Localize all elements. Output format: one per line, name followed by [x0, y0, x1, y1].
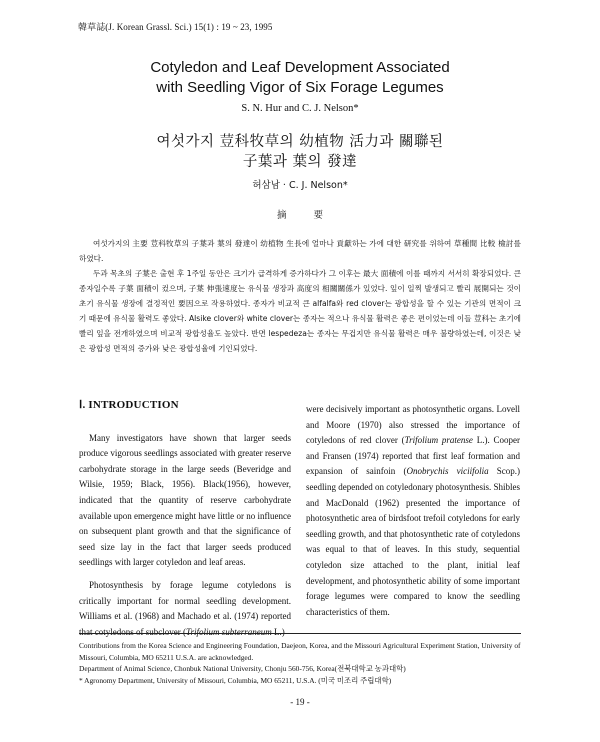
intro-paragraph-continued [306, 402, 520, 620]
intro-paragraph-1: Many investigators have shown that larger seeds produce vigorous seedlings associated with greater reserve carbohydrate storage in the large seeds (Beveridge and Wilsie, 1959; Black, 1956). Black(1956), however, indicated that the quantity of reserve carbohydrate available upon emergence might have little or no influence on subsequent plant growth and that the significance of seed size lay in the fact that larger seeds produced seedlings with larger cotyledon and leaf areas. [79, 432, 291, 568]
english-title-line-2: with Seedling Vigor of Six Forage Legumes [156, 79, 444, 96]
footnotes [79, 640, 521, 686]
abstract-paragraph: 두과 목초의 子葉은 출현 후 1주일 동안은 크기가 급격하게 증가하다가 그 이후는 最大 面積에 이를 때까지 서서히 확장되었다. 큰 종자일수록 子葉 面積이 컸으며, 子葉 伸張速度는 유식물 생장과 高度의 相關關係가 있었다. 잎이 일찍 발생되고 빨리 展開되는 것이 초기 유식물 생장에 결정적인 要因으로 작용하였다. 종자가 비교적 큰 alfalfa와 red clover는 광합성을 할 수 있는 기관의 면적이 크기 때문에 유식물 활력도 좋았다. Alsike clover와 white clover는 종자는 적으나 유식물 활력은 좋은 편이었는데 이들 荳科는 초기에 빨리 잎을 전개하였으며 비교적 광합성율도 높았다. 반면 lespedeza는 종자는 무겁지만 유식물 활력은 매우 불량하였는데, 이것은 낮은 광합성 면적의 증가와 낮은 광합성율에 기인되었다. [79, 269, 522, 353]
section-heading-introduction: Ⅰ. INTRODUCTION [79, 399, 179, 411]
species-name-sainfoin: Onobrychis viciifolia [406, 466, 489, 477]
abstract-paragraph: 여섯가지의 主要 荳科牧草의 子葉과 葉의 發達이 幼植物 生長에 얼마나 貢獻하는 가에 대한 研究를 위하여 草種間 比較 檢討를 하였다. [79, 239, 521, 263]
species-name-subclover: Trifolium subterraneum [185, 626, 272, 637]
footnote-affiliation-1: Department of Animal Science, Chonbuk National University, Chonju 560-756, Korea(전북대학교 농과대학) [79, 664, 406, 673]
intro-paragraph-2 [79, 578, 291, 640]
continued-text-1: were decisively important as photosynthetic organs. Lovell and Moore (1970) also stressed the importance of cotyledons of red clover ( [306, 404, 520, 446]
korean-title [0, 132, 600, 172]
page-number: - 19 - [290, 697, 310, 707]
intro-paragraph-2-text: Photosynthesis by forage legume cotyledons is critically important for normal seedling development. Williams et al. (1968) and Machado et al. (1974) reported that cotyledons of subclover ( [79, 579, 291, 637]
korean-title-line-1: 여섯가지 荳科牧草의 幼植物 活力과 關聯된 [156, 134, 444, 150]
footnote-acknowledgement: Contributions from the Korea Science and Engineering Foundation, Daejeon, Korea, and the Missouri Agricultural Experiment Station, University of Missouri, Columbia, MO 65211 U.S.A. are acknowledged. [79, 641, 521, 662]
journal-reference: 韓草誌(J. Korean Grassl. Sci.) 15(1) : 19 ~ 23, 1995 [78, 22, 273, 32]
korean-abstract [79, 236, 521, 356]
continued-text-3: Scop.) seedling depended on cotyledonary photosynthesis. Shibles and MacDonald (1962) presented the importance of photosynthetic area of birdsfoot trefoil cotyledons for early seedling growth, and that photosynthetic rate of cotyledons was equal to that of leaves. In this study, sequential cotyledon size attached to the plant, initial leaf development, and photosynthetic ability of some important forage legumes were compared to know the seedling characteristics of them. [306, 466, 520, 617]
korean-authors: 허삼남 · C. J. Nelson* [252, 180, 348, 191]
species-name-red-clover: Trifolium pratense [404, 435, 473, 446]
footnote-divider [79, 633, 521, 634]
abstract-heading: 摘 要 [276, 210, 336, 221]
right-column [306, 402, 520, 620]
intro-paragraph-2-tail: L.) [271, 626, 285, 637]
korean-title-line-2: 子葉과 葉의 發達 [242, 154, 358, 170]
english-title [0, 58, 600, 98]
footnote-affiliation-2: * Agronomy Department, University of Missouri, Columbia, MO 65211, U.S.A. (미국 미조리 주립대학) [79, 675, 392, 685]
english-authors: S. N. Hur and C. J. Nelson* [241, 103, 359, 114]
english-title-line-1: Cotyledon and Leaf Development Associated [150, 59, 450, 76]
left-column [79, 398, 291, 640]
continued-text-2: L.). Cooper and Fransen (1974) reported that first leaf formation and expansion of sainfoin ( [306, 435, 520, 477]
